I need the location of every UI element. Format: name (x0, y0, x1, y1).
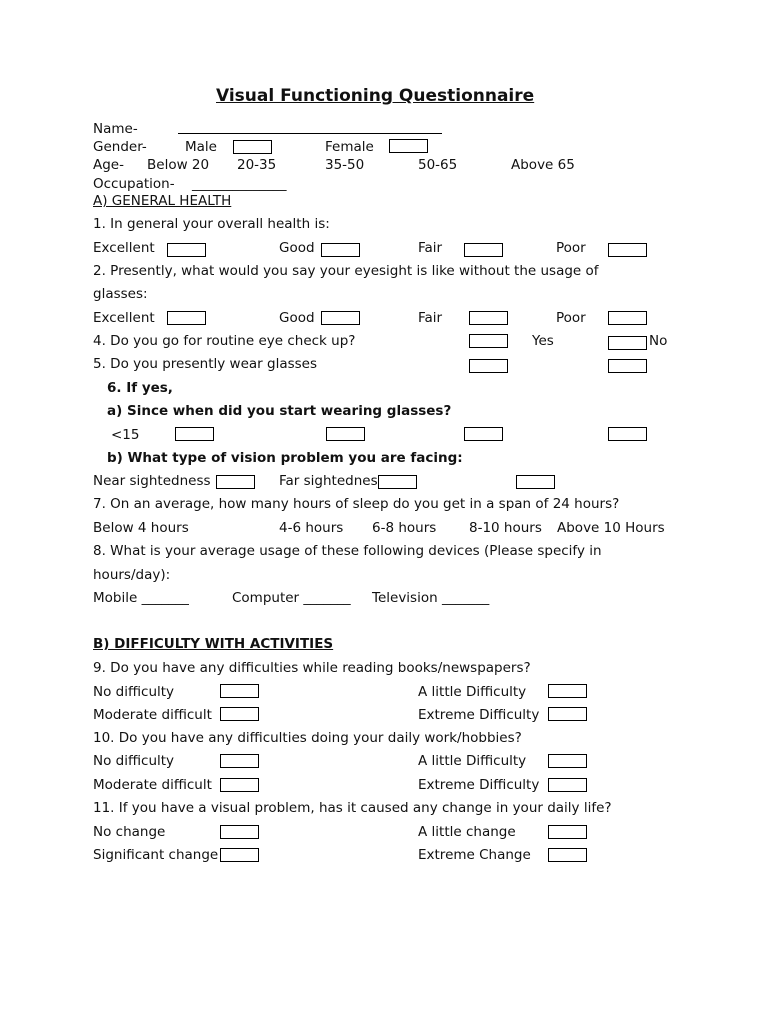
age-option[interactable]: 20-35 (237, 157, 277, 173)
q7-option[interactable]: 4-6 hours (279, 520, 344, 536)
name-field[interactable] (178, 133, 442, 134)
q2-option-label: Poor (556, 310, 586, 326)
q9-moderate-difficulty-checkbox[interactable] (220, 707, 259, 721)
q10-option-label: A little Difficulty (418, 753, 527, 769)
gender-male-checkbox[interactable] (233, 140, 272, 154)
q6a-option1-checkbox[interactable] (175, 427, 214, 441)
q6a-option-label: <15 (111, 427, 140, 443)
age-option[interactable]: 35-50 (325, 157, 365, 173)
question-6a: a) Since when did you start wearing glasses? (107, 403, 452, 419)
q2-poor-checkbox[interactable] (608, 311, 647, 325)
q8-mobile-field[interactable]: Mobile _______ (93, 590, 189, 606)
q2-option-label: Good (279, 310, 315, 326)
occupation-field[interactable]: ______________ (192, 176, 287, 192)
q10-extreme-difficulty-checkbox[interactable] (548, 778, 587, 792)
question-8-cont: hours/day): (93, 567, 171, 583)
q2-good-checkbox[interactable] (321, 311, 360, 325)
q11-extreme-change-checkbox[interactable] (548, 848, 587, 862)
q6a-option4-checkbox[interactable] (608, 427, 647, 441)
q2-fair-checkbox[interactable] (469, 311, 508, 325)
question-6b: b) What type of vision problem you are facing: (107, 450, 463, 466)
page-title: Visual Functioning Questionnaire (216, 86, 535, 106)
section-a-heading: A) GENERAL HEALTH (93, 193, 232, 209)
gender-label: Gender- (93, 139, 147, 155)
gender-female-checkbox[interactable] (389, 139, 428, 153)
q7-option[interactable]: Below 4 hours (93, 520, 189, 536)
q9-option-label: Extreme Difficulty (418, 707, 540, 723)
q9-no-difficulty-checkbox[interactable] (220, 684, 259, 698)
q10-little-difficulty-checkbox[interactable] (548, 754, 587, 768)
age-option[interactable]: Above 65 (511, 157, 575, 173)
q10-option-label: Moderate difficult (93, 777, 212, 793)
q6b-near-checkbox[interactable] (216, 475, 255, 489)
q11-significant-change-checkbox[interactable] (220, 848, 259, 862)
age-option[interactable]: 50-65 (418, 157, 458, 173)
age-option[interactable]: Below 20 (147, 157, 210, 173)
q5-yes-checkbox[interactable] (469, 359, 508, 373)
question-5: 5. Do you presently wear glasses (93, 356, 318, 372)
q9-option-label: A little Difficulty (418, 684, 527, 700)
q7-option[interactable]: 8-10 hours (469, 520, 542, 536)
question-6: 6. If yes, (107, 380, 173, 396)
question-2-cont: glasses: (93, 286, 148, 302)
q9-option-label: No difficulty (93, 684, 175, 700)
question-1: 1. In general your overall health is: (93, 216, 330, 232)
section-b-heading: B) DIFFICULTY WITH ACTIVITIES (93, 636, 334, 652)
q1-fair-checkbox[interactable] (464, 243, 503, 257)
q6a-option3-checkbox[interactable] (464, 427, 503, 441)
q2-excellent-checkbox[interactable] (167, 311, 206, 325)
q1-poor-checkbox[interactable] (608, 243, 647, 257)
occupation-label: Occupation- (93, 176, 175, 192)
q10-moderate-difficulty-checkbox[interactable] (220, 778, 259, 792)
age-label: Age- (93, 157, 124, 173)
q4-no-label: No (649, 333, 668, 349)
q9-option-label: Moderate difficult (93, 707, 212, 723)
q1-option-label: Poor (556, 240, 586, 256)
q11-no-change-checkbox[interactable] (220, 825, 259, 839)
q8-computer-field[interactable]: Computer _______ (232, 590, 351, 606)
question-10: 10. Do you have any difficulties doing your daily work/hobbies? (93, 730, 522, 746)
q4-no-checkbox[interactable] (608, 336, 647, 350)
q1-option-label: Fair (418, 240, 443, 256)
question-8: 8. What is your average usage of these following devices (Please specify in (93, 543, 602, 559)
q8-television-field[interactable]: Television _______ (372, 590, 490, 606)
gender-male-label: Male (185, 139, 217, 155)
q6b-far-checkbox[interactable] (378, 475, 417, 489)
q4-yes-label: Yes (532, 333, 554, 349)
q2-option-label: Excellent (93, 310, 155, 326)
q10-option-label: No difficulty (93, 753, 175, 769)
gender-female-label: Female (325, 139, 374, 155)
question-2: 2. Presently, what would you say your eyesight is like without the usage of (93, 263, 599, 279)
q4-yes-checkbox[interactable] (469, 334, 508, 348)
q6b-other-checkbox[interactable] (516, 475, 555, 489)
q11-option-label: A little change (418, 824, 516, 840)
q6b-far-label: Far sightednes (279, 473, 378, 489)
q7-option[interactable]: 6-8 hours (372, 520, 437, 536)
q10-no-difficulty-checkbox[interactable] (220, 754, 259, 768)
q1-option-label: Excellent (93, 240, 155, 256)
q10-option-label: Extreme Difficulty (418, 777, 540, 793)
q11-option-label: Extreme Change (418, 847, 531, 863)
q11-option-label: No change (93, 824, 166, 840)
q9-little-difficulty-checkbox[interactable] (548, 684, 587, 698)
q6b-near-label: Near sightedness (93, 473, 211, 489)
q9-extreme-difficulty-checkbox[interactable] (548, 707, 587, 721)
question-9: 9. Do you have any difficulties while reading books/newspapers? (93, 660, 531, 676)
q6a-option2-checkbox[interactable] (326, 427, 365, 441)
name-label: Name- (93, 121, 138, 137)
q11-little-change-checkbox[interactable] (548, 825, 587, 839)
q1-good-checkbox[interactable] (321, 243, 360, 257)
question-11: 11. If you have a visual problem, has it caused any change in your daily life? (93, 800, 612, 816)
q5-no-checkbox[interactable] (608, 359, 647, 373)
question-7: 7. On an average, how many hours of sleep do you get in a span of 24 hours? (93, 496, 620, 512)
question-4: 4. Do you go for routine eye check up? (93, 333, 356, 349)
q7-option[interactable]: Above 10 Hours (557, 520, 665, 536)
q1-excellent-checkbox[interactable] (167, 243, 206, 257)
q11-option-label: Significant change (93, 847, 219, 863)
q1-option-label: Good (279, 240, 315, 256)
q2-option-label: Fair (418, 310, 443, 326)
